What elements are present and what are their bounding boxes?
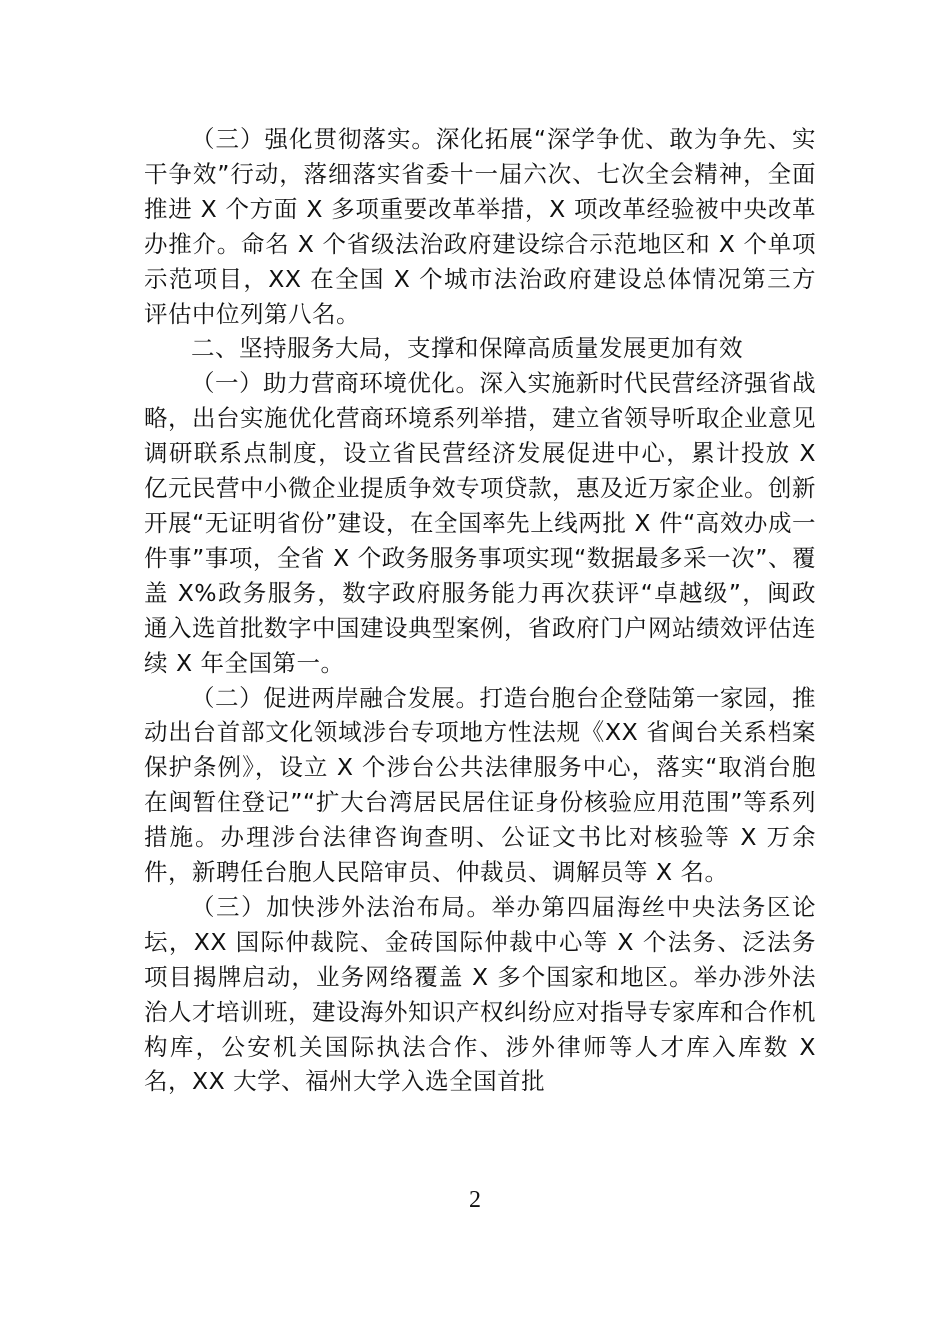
- paragraph-foreign-related-law: （三）加快涉外法治布局。举办第四届海丝中央法务区论坛，XX 国际仲裁院、金砖国际仲裁中心等 X 个法务、泛法务项目揭牌启动，业务网络覆盖 X 多个国家和地区。举办涉外法治人才培训班，建设海外知识产权纠纷应对指导专家库和合作机构库，公安机关国际执法合作、涉外律师等人才库入库数 X 名，XX 大学、福州大学入选全国首批: [144, 892, 816, 1096]
- page-number: 2: [469, 1187, 481, 1213]
- page-body: [144, 122, 816, 1099]
- paragraph-business-environment: （一）助力营商环境优化。深入实施新时代民营经济强省战略，出台实施优化营商环境系列举措，建立省领导听取企业意见调研联系点制度，设立省民营经济发展促进中心，累计投放 X 亿元民营中小微企业提质争效专项贷款，惠及近万家企业。创新开展“无证明省份”建设，在全国率先上线两批 X 件“高效办成一件事”事项，全省 X 个政务服务事项实现“数据最多采一次”、覆盖 X%政务服务，数字政府服务能力再次获评“卓越级”，闽政通入选首批数字中国建设典型案例，省政府门户网站绩效评估连续 X 年全国第一。: [144, 369, 816, 677]
- section-heading-service: 二、坚持服务大局，支撑和保障高质量发展更加有效: [191, 334, 743, 363]
- paragraph-cross-strait: （二）促进两岸融合发展。打造台胞台企登陆第一家园，推动出台首部文化领域涉台专项地方性法规《XX 省闽台关系档案保护条例》，设立 X 个涉台公共法律服务中心，落实“取消台胞在闽暂住登记”“扩大台湾居民居住证身份核验应用范围”等系列措施。办理涉台法律咨询查明、公证文书比对核验等 X 万余件，新聘任台胞人民陪审员、仲裁员、调解员等 X 名。: [144, 683, 816, 887]
- paragraph-reform-implementation: （三）强化贯彻落实。深化拓展“深学争优、敢为争先、实干争效”行动，落细落实省委十一届六次、七次全会精神，全面推进 X 个方面 X 多项重要改革举措，X 项改革经验被中央改革办推介。命名 X 个省级法治政府建设综合示范地区和 X 个单项示范项目，XX 在全国 X 个城市法治政府建设总体情况第三方评估中位列第八名。: [144, 125, 816, 328]
